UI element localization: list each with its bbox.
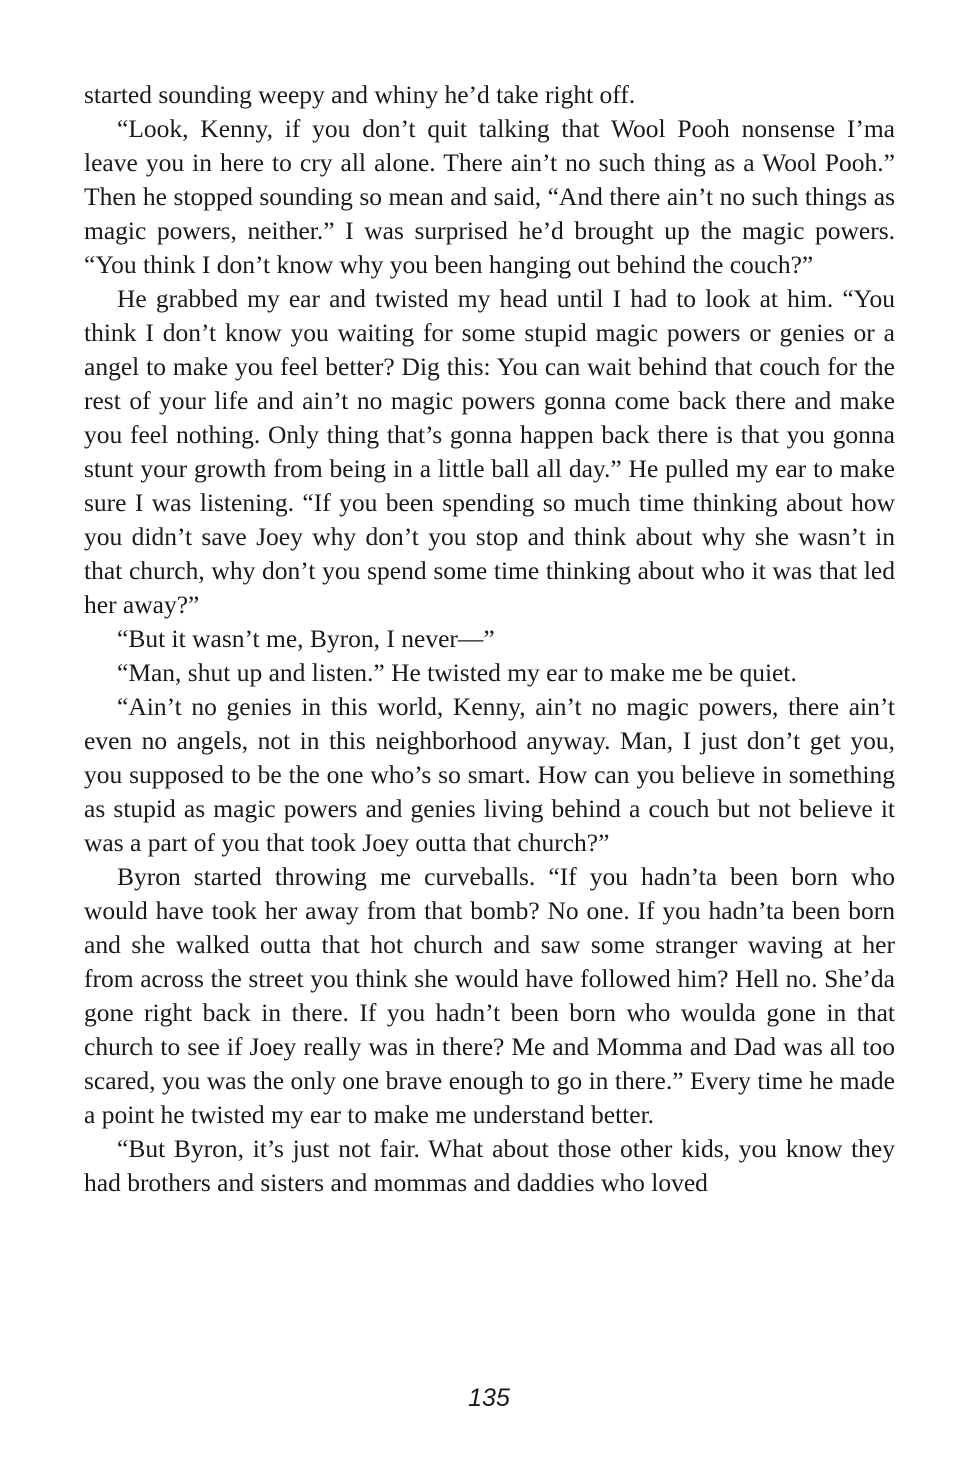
paragraph-2: “Look, Kenny, if you don’t quit talking that Wool Pooh nonsense I’ma leave you in here to cry all alone. There ain’t no such thing as a Wool Pooh.” Then he stopped sounding so mean and said, “And there ain’t no such things as magic powers, neither.” I was surprised he’d brought up the magic powers. “You think I don’t know why you been hanging out behind the couch?”	[84, 114, 895, 279]
page-number: 135	[468, 1384, 510, 1412]
page-body	[84, 78, 895, 1200]
paragraph-5: “Man, shut up and listen.” He twisted my ear to make me be quiet.	[117, 658, 797, 687]
paragraph-1: started sounding weepy and whiny he’d take right off.	[84, 80, 636, 109]
paragraph-7: Byron started throwing me curveballs. “If you hadn’ta been born who would have took her away from that bomb? No one. If you hadn’ta been born and she walked outta that hot church and saw some stranger waving at her from across the street you think she would have followed him? Hell no. She’da gone right back in there. If you hadn’t been born who woulda gone in that church to see if Joey really was in there? Me and Momma and Dad was all too scared, you was the only one brave enough to go in there.” Every time he made a point he twisted my ear to make me understand better.	[84, 862, 895, 1129]
paragraph-3: He grabbed my ear and twisted my head until I had to look at him. “You think I don’t know you waiting for some stupid magic powers or genies or a angel to make you feel better? Dig this: You can wait behind that couch for the rest of your life and ain’t no magic powers gonna come back there and make you feel nothing. Only thing that’s gonna happen back there is that you gonna stunt your growth from being in a little ball all day.” He pulled my ear to make sure I was listening. “If you been spending so much time thinking about how you didn’t save Joey why don’t you stop and think about why she wasn’t in that church, why don’t you spend some time thinking about who it was that led her away?”	[84, 284, 895, 619]
paragraph-8: “But Byron, it’s just not fair. What about those other kids, you know they had brothers and sisters and mommas and daddies who loved	[84, 1134, 895, 1197]
paragraph-6: “Ain’t no genies in this world, Kenny, ain’t no magic powers, there ain’t even no angels, not in this neighborhood anyway. Man, I just don’t get you, you supposed to be the one who’s so smart. How can you believe in something as stupid as magic powers and genies living behind a couch but not believe it was a part of you that took Joey outta that church?”	[84, 692, 895, 857]
paragraph-4: “But it wasn’t me, Byron, I never—”	[117, 624, 495, 653]
